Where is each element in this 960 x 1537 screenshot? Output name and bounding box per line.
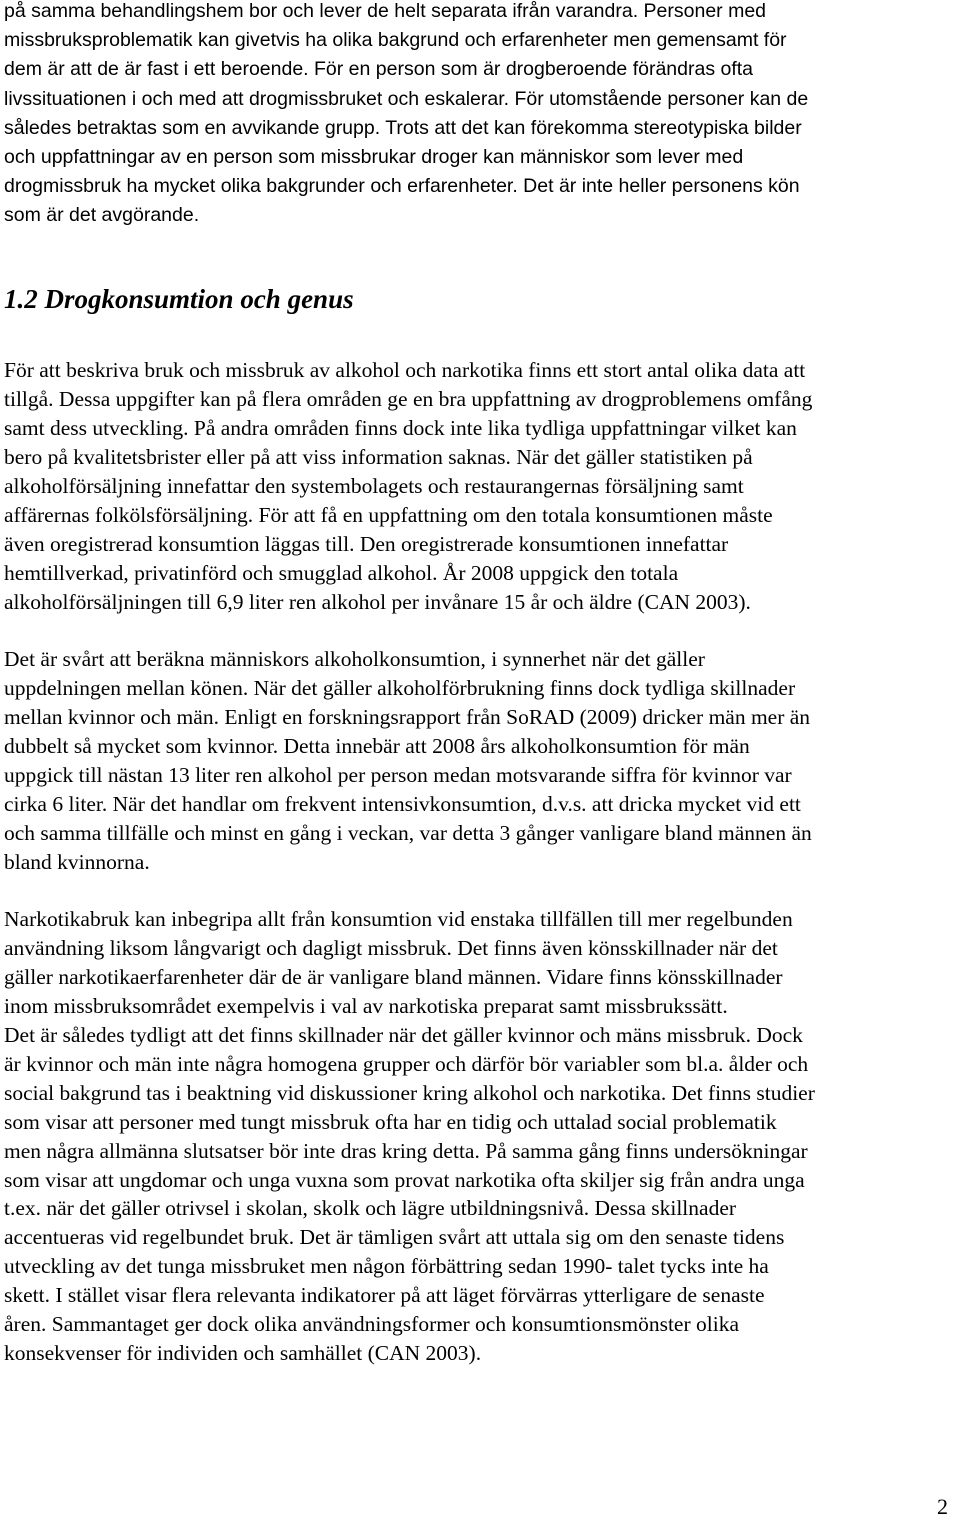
section-heading: 1.2 Drogkonsumtion och genus xyxy=(4,284,354,314)
paragraph-line: mellan kvinnor och män. Enligt en forskningsrapport från SoRAD (2009) dricker män mer än xyxy=(4,705,811,729)
paragraph-line: Det är således tydligt att det finns skillnader när det gäller kvinnor och mäns missbruk. Dock xyxy=(4,1023,803,1047)
paragraph-line: som visar att ungdomar och unga vuxna som provat narkotika ofta skiljer sig från andra unga xyxy=(4,1167,805,1192)
paragraph-line: samt dess utveckling. På andra områden finns dock inte lika tydliga uppfattningar vilket kan xyxy=(4,416,797,440)
paragraph-line: livssituationen i och med att drogmissbruket och eskalerar. För utomstående personer kan de xyxy=(4,87,809,110)
paragraph-line: utveckling av det tunga missbruket men någon förbättring sedan 1990- talet tycks inte ha xyxy=(4,1254,769,1279)
paragraph-line: hemtillverkad, privatinförd och smugglad alkohol. År 2008 uppgick den totala xyxy=(4,561,679,585)
paragraph-line: skett. I stället visar flera relevanta indikatorer på att läget förvärras ytterligare de senaste xyxy=(4,1283,765,1308)
paragraph-line: och samma tillfälle och minst en gång i veckan, var detta 3 gånger vanligare bland männen än xyxy=(4,821,812,845)
paragraph-line: dem är att de är fast i ett beroende. För en person som är drogberoende förändras ofta xyxy=(4,58,754,81)
paragraph-line: och uppfattningar av en person som missbrukar droger kan människor som lever med xyxy=(4,146,744,168)
paragraph-line: drogmissbruk ha mycket olika bakgrunder och erfarenheter. Det är inte heller personens kön xyxy=(4,175,800,198)
paragraph-line: alkoholförsäljning innefattar den systembolagets och restaurangernas försäljning samt xyxy=(4,474,744,498)
paragraph-line: social bakgrund tas i beaktning vid diskussioner kring alkohol och narkotika. Det finns studier xyxy=(4,1080,815,1105)
paragraph-line: bland kvinnorna. xyxy=(4,850,150,874)
paragraph-line: uppgick till nästan 13 liter ren alkohol per person medan motsvarande siffra för kvinnor var xyxy=(4,763,792,787)
paragraph-line: användning liksom långvarigt och dagligt missbruk. Det finns även könsskillnader när det xyxy=(4,936,778,960)
paragraph-line: Narkotikabruk kan inbegripa allt från konsumtion vid enstaka tillfällen till mer regelbunden xyxy=(4,907,793,931)
paragraph-line: således betraktas som en avvikande grupp. Trots att det kan förekomma stereotypiska bilder xyxy=(4,116,802,139)
paragraph-line: Det är svårt att beräkna människors alkoholkonsumtion, i synnerhet när det gäller xyxy=(4,647,705,671)
paragraph-line: inom missbruksområdet exempelvis i val av narkotiska preparat samt missbrukssätt. xyxy=(4,994,728,1018)
paragraph-line: konsekvenser för individen och samhället (CAN 2003). xyxy=(4,1340,482,1365)
paragraph-line: åren. Sammantaget ger dock olika användningsformer och konsumtionsmönster olika xyxy=(4,1312,739,1336)
paragraph-line: affärernas folkölsförsäljning. För att få en uppfattning om den totala konsumtionen måste xyxy=(4,503,773,527)
paragraph-line: som är det avgörande. xyxy=(4,204,200,227)
paragraph-line: t.ex. när det gäller otrivsel i skolan, skolk och lägre utbildningsnivå. Dessa skillnader xyxy=(4,1196,737,1221)
page-number: 2 xyxy=(937,1494,948,1519)
paragraph-line: uppdelningen mellan könen. När det gäller alkoholförbrukning finns dock tydliga skillnader xyxy=(4,676,796,700)
paragraph-line: missbruksproblematik kan givetvis ha olika bakgrund och erfarenheter men gemensamt för xyxy=(4,29,787,52)
paragraph-line: accentueras vid regelbundet bruk. Det är tämligen svårt att uttala sig om den senaste tidens xyxy=(4,1225,785,1250)
paragraph-line: gäller narkotikaerfarenheter där de är vanligare bland männen. Vidare finns könsskillnader xyxy=(4,965,783,989)
paragraph-line: är kvinnor och män inte några homogena grupper och därför bör variabler som bl.a. ålder och xyxy=(4,1051,809,1076)
paragraph-line: cirka 6 liter. När det handlar om frekvent intensivkonsumtion, d.v.s. att dricka mycket vid ett xyxy=(4,792,801,816)
paragraph-line: men några allmänna slutsatser bör inte dras kring detta. På samma gång finns undersökningar xyxy=(4,1138,808,1163)
paragraph-line: För att beskriva bruk och missbruk av alkohol och narkotika finns ett stort antal olika data att xyxy=(4,358,806,382)
paragraph-line: alkoholförsäljningen till 6,9 liter ren alkohol per invånare 15 år och äldre (CAN 2003). xyxy=(4,590,751,614)
paragraph-line: tillgå. Dessa uppgifter kan på flera områden ge en bra uppfattning av drogproblemens omfång xyxy=(4,387,813,411)
paragraph-line: dubbelt så mycket som kvinnor. Detta innebär att 2008 års alkoholkonsumtion för män xyxy=(4,734,750,758)
paragraph-line: på samma behandlingshem bor och lever de helt separata ifrån varandra. Personer med xyxy=(4,0,767,22)
paragraph-line: bero på kvalitetsbrister eller på att viss information saknas. När det gäller statistiken på xyxy=(4,445,753,469)
paragraph-line: även oregistrerad konsumtion läggas till. Den oregistrerade konsumtionen innefattar xyxy=(4,532,729,556)
paragraph-line: som visar att personer med tungt missbruk ofta har en tidig och uttalad social problematik xyxy=(4,1109,777,1134)
